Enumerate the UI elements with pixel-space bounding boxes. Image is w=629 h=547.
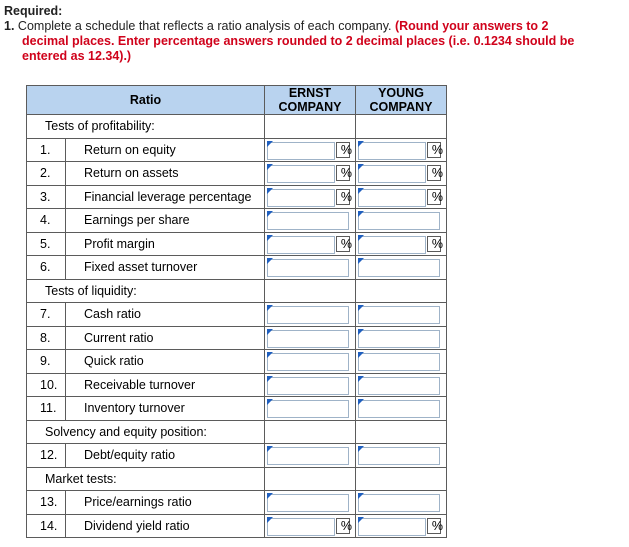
young-answer-input[interactable] xyxy=(358,353,440,371)
row-label: Price/earnings ratio xyxy=(66,491,265,515)
young-answer-cell xyxy=(356,232,447,256)
rounding-note-1: (Round your answers to 2 xyxy=(394,19,549,33)
percent-sign: % xyxy=(340,236,352,251)
ernst-answer-cell xyxy=(265,303,356,327)
table-row xyxy=(27,491,447,515)
input-marker-icon xyxy=(358,305,364,311)
table-row xyxy=(27,514,447,538)
section-title: Market tests: xyxy=(27,467,265,491)
ernst-column-header xyxy=(265,86,356,115)
input-marker-icon xyxy=(358,376,364,382)
young-answer-input[interactable] xyxy=(358,212,440,230)
input-marker-icon xyxy=(358,235,364,241)
row-number: 13. xyxy=(27,491,66,515)
row-label: Fixed asset turnover xyxy=(66,256,265,280)
section-title: Solvency and equity position: xyxy=(27,420,265,444)
young-answer-input[interactable] xyxy=(358,236,426,254)
instruction-line xyxy=(4,19,625,34)
ernst-section-blank xyxy=(265,279,356,303)
ernst-answer-cell xyxy=(265,256,356,280)
row-number: 7. xyxy=(27,303,66,327)
row-label: Return on equity xyxy=(66,138,265,162)
section-row xyxy=(27,420,447,444)
young-answer-input[interactable] xyxy=(358,494,440,512)
row-label: Inventory turnover xyxy=(66,397,265,421)
ernst-answer-input[interactable] xyxy=(267,353,349,371)
ernst-answer-input[interactable] xyxy=(267,330,349,348)
ernst-answer-cell xyxy=(265,185,356,209)
percent-sign: % xyxy=(340,189,352,204)
ernst-answer-cell xyxy=(265,162,356,186)
ernst-section-blank xyxy=(265,115,356,139)
rounding-note-3: entered as 12.34).) xyxy=(22,49,132,63)
ernst-answer-cell xyxy=(265,397,356,421)
percent-sign: % xyxy=(340,142,352,157)
ernst-answer-input[interactable] xyxy=(267,306,349,324)
input-marker-icon xyxy=(267,141,273,147)
row-number: 6. xyxy=(27,256,66,280)
ernst-answer-input[interactable] xyxy=(267,165,335,183)
row-label: Return on assets xyxy=(66,162,265,186)
percent-sign: % xyxy=(340,166,352,180)
required-heading: Required: xyxy=(4,4,63,18)
table-body xyxy=(27,115,447,538)
input-marker-icon xyxy=(358,211,364,217)
input-marker-icon xyxy=(267,493,273,499)
input-marker-icon xyxy=(267,517,273,523)
instruction-text: Complete a schedule that reflects a ratio analysis of each company. xyxy=(17,19,392,33)
input-marker-icon xyxy=(358,493,364,499)
row-number: 4. xyxy=(27,209,66,233)
input-marker-icon xyxy=(358,446,364,452)
ernst-answer-cell xyxy=(265,491,356,515)
young-answer-cell xyxy=(356,326,447,350)
item-number: 1. xyxy=(4,19,15,33)
input-marker-icon xyxy=(267,446,273,452)
input-marker-icon xyxy=(358,329,364,335)
row-label: Profit margin xyxy=(66,232,265,256)
young-answer-input[interactable] xyxy=(358,306,440,324)
ernst-answer-cell xyxy=(265,326,356,350)
young-answer-input[interactable] xyxy=(358,142,426,160)
table-row xyxy=(27,303,447,327)
instructions xyxy=(4,4,625,64)
input-marker-icon xyxy=(358,188,364,194)
young-header-line1: YOUNG xyxy=(378,86,424,100)
input-marker-icon xyxy=(267,399,273,405)
ernst-answer-cell xyxy=(265,444,356,468)
input-marker-icon xyxy=(267,258,273,264)
table-row xyxy=(27,326,447,350)
row-label: Financial leverage percentage xyxy=(66,185,265,209)
ernst-answer-cell xyxy=(265,209,356,233)
input-marker-icon xyxy=(358,141,364,147)
table-row xyxy=(27,256,447,280)
row-number: 1. xyxy=(27,138,66,162)
table-header-row xyxy=(27,86,447,115)
young-section-blank xyxy=(356,279,447,303)
percent-sign: % xyxy=(340,518,352,533)
table-row xyxy=(27,397,447,421)
percent-sign: % xyxy=(431,236,443,251)
input-marker-icon xyxy=(267,352,273,358)
row-number: 12. xyxy=(27,444,66,468)
ernst-section-blank xyxy=(265,420,356,444)
table-row xyxy=(27,185,447,209)
young-answer-cell xyxy=(356,256,447,280)
input-marker-icon xyxy=(267,305,273,311)
young-header-line2: COMPANY xyxy=(369,100,433,114)
section-title: Tests of profitability: xyxy=(27,115,265,139)
percent-sign: % xyxy=(431,142,443,157)
young-answer-input[interactable] xyxy=(358,189,426,207)
young-section-blank xyxy=(356,420,447,444)
section-row xyxy=(27,115,447,139)
percent-sign: % xyxy=(431,166,443,180)
table-row xyxy=(27,209,447,233)
ernst-header-line1: ERNST xyxy=(288,86,332,100)
row-number: 10. xyxy=(27,373,66,397)
ernst-answer-cell xyxy=(265,138,356,162)
row-number: 9. xyxy=(27,350,66,374)
input-marker-icon xyxy=(358,258,364,264)
young-answer-cell xyxy=(356,162,447,186)
young-answer-input[interactable] xyxy=(358,377,440,395)
rounding-note-2: decimal places. Enter percentage answers rounded to 2 decimal places (i.e. 0.1234 should be xyxy=(22,34,575,48)
section-row xyxy=(27,467,447,491)
young-section-blank xyxy=(356,115,447,139)
row-number: 5. xyxy=(27,232,66,256)
input-marker-icon xyxy=(267,235,273,241)
ratio-schedule-table xyxy=(26,85,447,538)
young-answer-cell xyxy=(356,444,447,468)
row-number: 11. xyxy=(27,397,66,421)
table-row xyxy=(27,373,447,397)
young-answer-cell xyxy=(356,514,447,538)
young-answer-input[interactable] xyxy=(358,447,440,465)
ernst-answer-cell xyxy=(265,232,356,256)
input-marker-icon xyxy=(358,352,364,358)
ernst-section-blank xyxy=(265,467,356,491)
young-answer-cell xyxy=(356,373,447,397)
row-label: Earnings per share xyxy=(66,209,265,233)
ernst-answer-input[interactable] xyxy=(267,236,335,254)
young-answer-cell xyxy=(356,491,447,515)
ernst-answer-input[interactable] xyxy=(267,142,335,160)
percent-sign: % xyxy=(431,189,443,204)
table-row xyxy=(27,232,447,256)
row-label: Current ratio xyxy=(66,326,265,350)
row-label: Dividend yield ratio xyxy=(66,514,265,538)
input-marker-icon xyxy=(358,164,364,170)
young-answer-cell xyxy=(356,350,447,374)
ernst-answer-input[interactable] xyxy=(267,259,349,277)
row-number: 14. xyxy=(27,514,66,538)
input-marker-icon xyxy=(267,376,273,382)
input-marker-icon xyxy=(267,164,273,170)
young-answer-cell xyxy=(356,397,447,421)
young-answer-input[interactable] xyxy=(358,518,426,536)
young-section-blank xyxy=(356,467,447,491)
ernst-answer-input[interactable] xyxy=(267,447,349,465)
input-marker-icon xyxy=(358,517,364,523)
row-label: Receivable turnover xyxy=(66,373,265,397)
ernst-answer-input[interactable] xyxy=(267,377,349,395)
young-answer-cell xyxy=(356,303,447,327)
young-answer-cell xyxy=(356,185,447,209)
percent-sign: % xyxy=(431,518,443,533)
row-number: 8. xyxy=(27,326,66,350)
row-number: 3. xyxy=(27,185,66,209)
ernst-answer-input[interactable] xyxy=(267,494,349,512)
table-row xyxy=(27,350,447,374)
input-marker-icon xyxy=(267,188,273,194)
young-answer-input[interactable] xyxy=(358,259,440,277)
young-column-header xyxy=(356,86,447,115)
input-marker-icon xyxy=(267,211,273,217)
section-title: Tests of liquidity: xyxy=(27,279,265,303)
row-number: 2. xyxy=(27,162,66,186)
young-answer-input[interactable] xyxy=(358,330,440,348)
ratio-column-header: Ratio xyxy=(27,86,265,115)
ernst-answer-cell xyxy=(265,373,356,397)
table-row xyxy=(27,162,447,186)
ernst-header-line2: COMPANY xyxy=(278,100,342,114)
section-row xyxy=(27,279,447,303)
table-row xyxy=(27,138,447,162)
input-marker-icon xyxy=(358,399,364,405)
row-label: Cash ratio xyxy=(66,303,265,327)
row-label: Quick ratio xyxy=(66,350,265,374)
ernst-answer-input[interactable] xyxy=(267,400,349,418)
row-label: Debt/equity ratio xyxy=(66,444,265,468)
young-answer-cell xyxy=(356,138,447,162)
young-answer-input[interactable] xyxy=(358,165,426,183)
ernst-answer-input[interactable] xyxy=(267,518,335,536)
young-answer-cell xyxy=(356,209,447,233)
table-row xyxy=(27,444,447,468)
ernst-answer-input[interactable] xyxy=(267,189,335,207)
young-answer-input[interactable] xyxy=(358,400,440,418)
ernst-answer-cell xyxy=(265,514,356,538)
ernst-answer-cell xyxy=(265,350,356,374)
input-marker-icon xyxy=(267,329,273,335)
ernst-answer-input[interactable] xyxy=(267,212,349,230)
